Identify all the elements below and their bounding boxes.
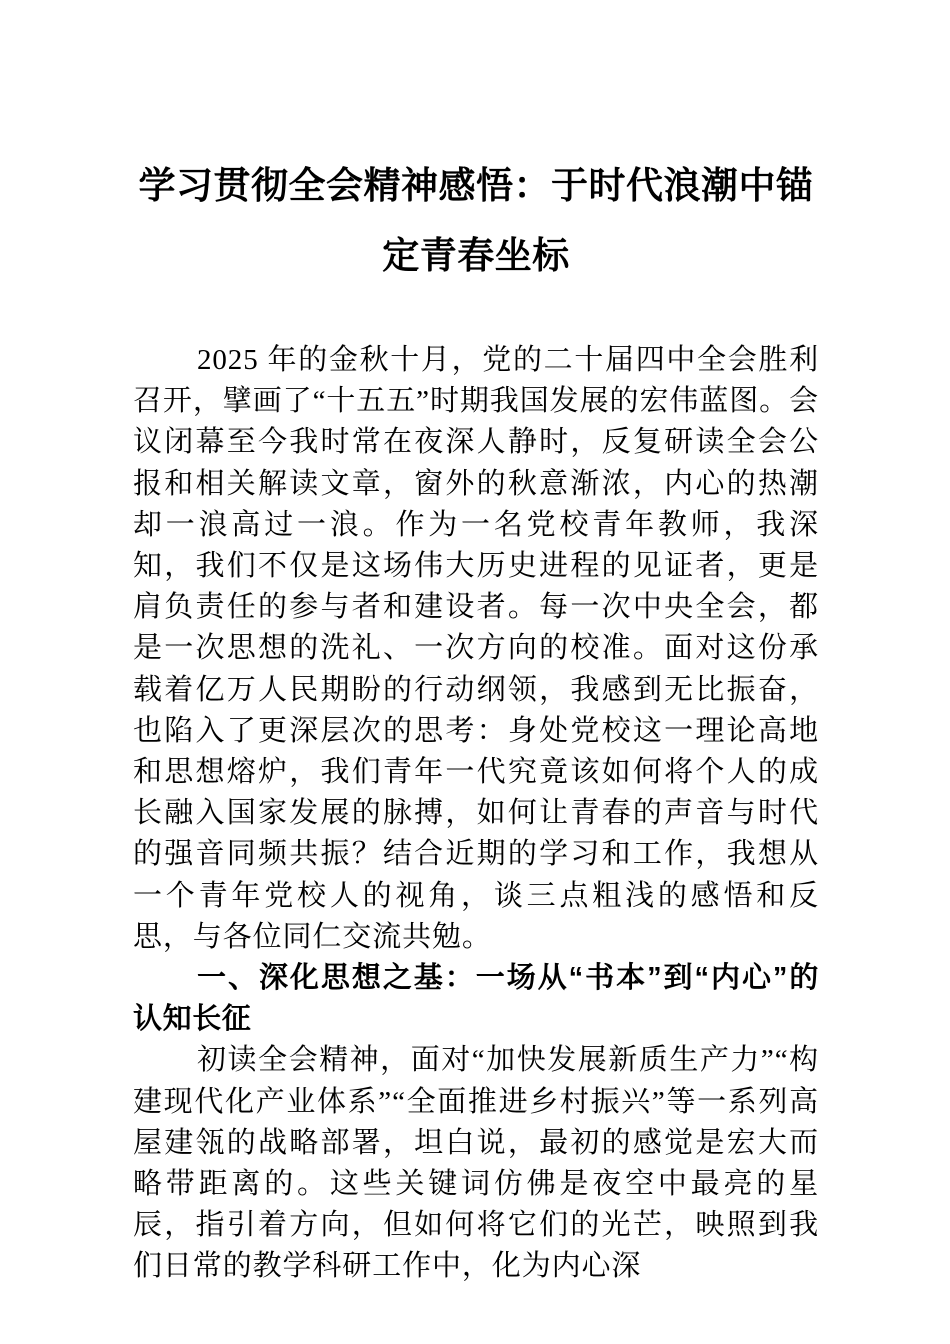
document-content-column	[133, 0, 819, 1288]
section-one-paragraph: 初读全会精神，面对“加快发展新质生产力”“构建现代化产业体系”“全面推进乡村振兴”等一系列高屋建瓴的战略部署，坦白说，最初的感觉是宏大而略带距离的。这些关键词仿佛是夜空中最亮的星辰，指引着方向，但如何将它们的光芒，映照到我们日常的教学科研工作中，化为内心深	[133, 1044, 819, 1283]
section-heading-one: 一、深化思想之基：一场从“书本”到“内心”的认知长征	[133, 962, 819, 1036]
opening-paragraph: 2025 年的金秋十月，党的二十届四中全会胜利召开，擘画了“十五五”时期我国发展的宏伟蓝图。会议闭幕至今我时常在夜深人静时，反复研读全会公报和相关解读文章，窗外的秋意渐浓，内心的热潮却一浪高过一浪。作为一名党校青年教师，我深知，我们不仅是这场伟大历史进程的见证者，更是肩负责任的参与者和建设者。每一次中央全会，都是一次思想的洗礼、一次方向的校准。面对这份承载着亿万人民期盼的行动纲领，我感到无比振奋，也陷入了更深层次的思考：身处党校这一理论高地和思想熔炉，我们青年一代究竟该如何将个人的成长融入国家发展的脉搏，如何让青春的声音与时代的强音同频共振？结合近期的学习和工作，我想从一个青年党校人的视角，谈三点粗浅的感悟和反思，与各位同仁交流共勉。	[133, 344, 819, 953]
page-title-line-2: 定青春坐标	[382, 236, 570, 277]
page-title-line-1: 学习贯彻全会精神感悟：于时代浪潮中锚	[138, 166, 814, 207]
page-title	[133, 0, 819, 292]
